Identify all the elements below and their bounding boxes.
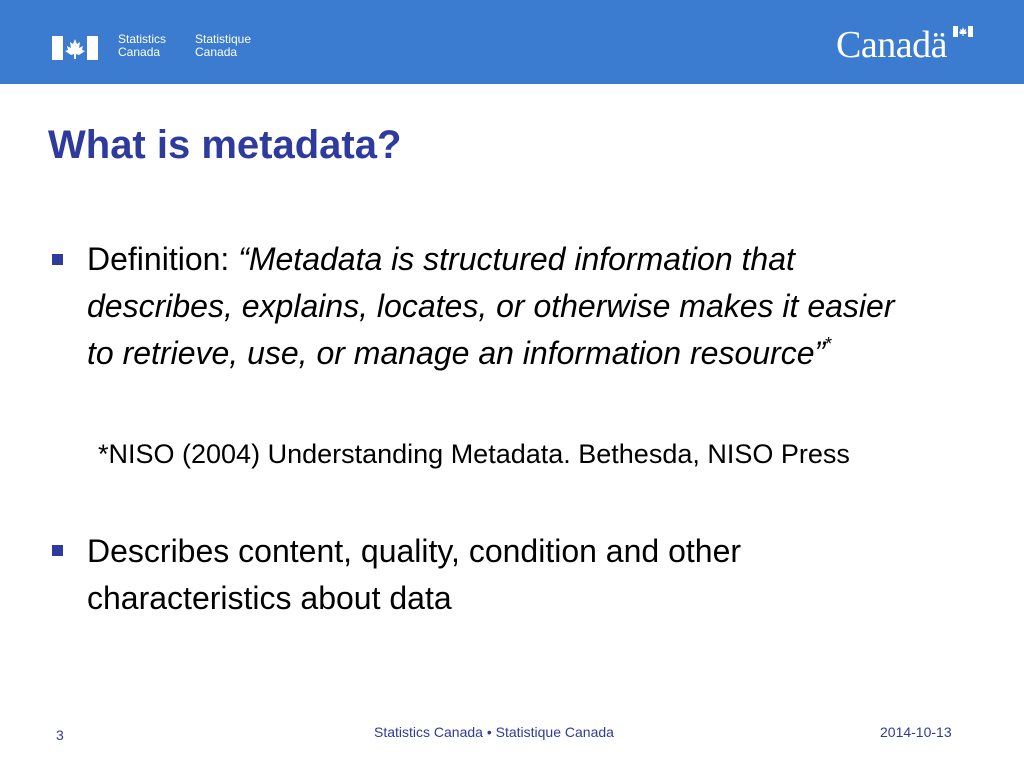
fip-fr-line2: Canada bbox=[195, 45, 238, 59]
bullet-definition bbox=[87, 236, 917, 377]
bullet-marker-2 bbox=[52, 545, 63, 556]
definition-lead: Definition: bbox=[87, 241, 239, 277]
fip-en-line1: Statistics bbox=[118, 32, 167, 46]
definition-quote: “Metadata is structured information that describes, explains, locates, or otherwise makes it easier to retrieve, use, or manage an information resource” bbox=[87, 241, 895, 371]
fip-french bbox=[195, 33, 251, 59]
fip-en-line2: Canada bbox=[118, 45, 161, 59]
canada-flag-icon bbox=[52, 36, 98, 60]
header-banner bbox=[0, 0, 1024, 84]
fip-fr-line1: Statistique bbox=[195, 32, 252, 46]
footnote-marker: * bbox=[825, 334, 833, 354]
fip-english bbox=[118, 33, 166, 59]
bullet-describes: Describes content, quality, condition and other characteristics about data bbox=[87, 533, 742, 616]
canada-wordmark: Canadä bbox=[836, 24, 947, 66]
page-number: 3 bbox=[56, 727, 64, 743]
footer-date: 2014-10-13 bbox=[880, 724, 952, 740]
citation-text: *NISO (2004) Understanding Metadata. Bethesda, NISO Press bbox=[98, 439, 850, 469]
wordmark-flag-icon bbox=[953, 26, 973, 37]
bullet-marker-1 bbox=[52, 254, 63, 265]
slide-title: What is metadata? bbox=[48, 123, 402, 167]
footer-organization: Statistics Canada • Statistique Canada bbox=[374, 724, 614, 740]
